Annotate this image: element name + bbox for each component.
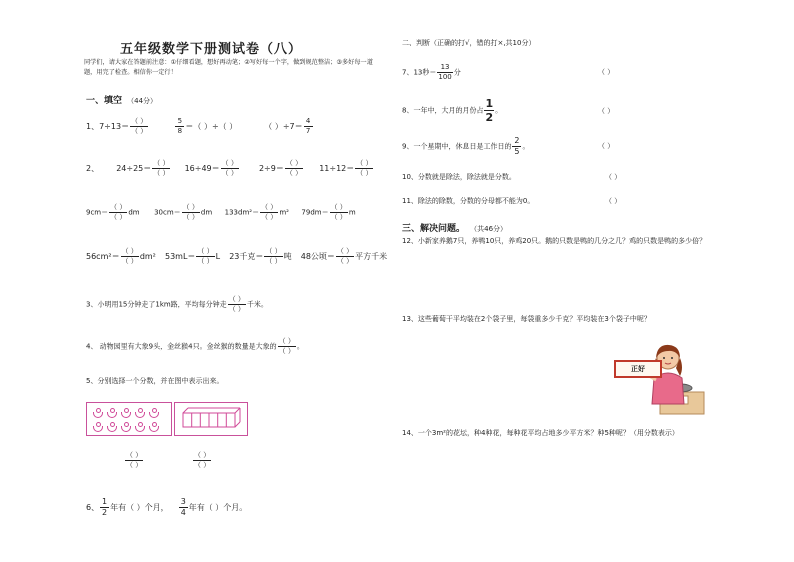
question-3 bbox=[86, 296, 268, 313]
section-true-false: 二、判断（正确的打√，错的打×,共10分） bbox=[402, 39, 536, 47]
conversion-item: 56cm²＝ bbox=[86, 252, 120, 261]
answer-fraction[interactable]: $\frac{( )}{( )}$ bbox=[278, 337, 295, 355]
section-heading: 三、解决问题。 bbox=[402, 224, 466, 234]
bowl-icon bbox=[107, 412, 117, 418]
expr-c[interactable]: （ ）÷7＝ bbox=[264, 122, 303, 131]
judge-8-answer[interactable]: （ ） bbox=[598, 107, 615, 115]
question-2 bbox=[86, 160, 374, 177]
conversion-item: 48公顷＝ bbox=[300, 252, 335, 261]
punctuation: 。 bbox=[495, 106, 503, 115]
judge-7 bbox=[402, 64, 461, 81]
conversion-row-1 bbox=[86, 204, 356, 221]
bowl-icon bbox=[135, 426, 145, 432]
question-1 bbox=[86, 118, 314, 135]
punctuation: 。 bbox=[296, 342, 304, 351]
section-score: （44分） bbox=[127, 97, 158, 105]
question-number: 1、 bbox=[86, 122, 100, 131]
bowl-icon bbox=[107, 426, 117, 432]
question-5: 5、分别选择一个分数，并在图中表示出来。 bbox=[86, 377, 224, 385]
judge-9 bbox=[402, 137, 529, 156]
problem-13: 13、这些葡萄干平均装在2个袋子里，每袋重多少千克？平均装在3个袋子中呢？ bbox=[402, 315, 651, 323]
answer-fraction[interactable]: $\frac{( )}{( )}$ bbox=[330, 203, 347, 221]
answer-fraction[interactable]: $\frac{( )}{( )}$ bbox=[197, 247, 214, 265]
conversion-item: 9cm＝ bbox=[86, 208, 109, 217]
expr-b[interactable]: ＝（ ）÷（ ） bbox=[185, 122, 238, 131]
conversion-item: 53mL＝ bbox=[164, 252, 196, 261]
conversion-item: 30cm＝ bbox=[154, 208, 181, 217]
judge-10-answer[interactable]: （ ） bbox=[605, 173, 622, 181]
sign-board: 正好 bbox=[614, 360, 662, 378]
unit-label: dm bbox=[128, 208, 140, 217]
punctuation: 。 bbox=[522, 142, 530, 151]
bowl-icon bbox=[149, 426, 159, 432]
fraction-one-half: $\frac{1}{2}$ bbox=[485, 97, 494, 124]
question-4 bbox=[86, 338, 304, 355]
answer-fraction[interactable]: $\frac{( )}{( )}$ bbox=[356, 159, 373, 177]
question-text: 9、一个星期中，休息日是工作日的 bbox=[402, 142, 512, 151]
bowls-picture bbox=[86, 402, 172, 436]
expr-item: 24÷25＝ bbox=[116, 164, 152, 173]
section-fill-blank bbox=[86, 88, 157, 107]
unit-label: dm² bbox=[139, 252, 156, 261]
question-text[interactable]: 年有（ ）个月， bbox=[110, 503, 169, 512]
fraction-two-fifths: $\frac{2}{5}$ bbox=[514, 136, 520, 156]
section-score: （共46分） bbox=[470, 225, 508, 233]
picture-fraction-left[interactable]: $\frac{( )}{( )}$ bbox=[126, 451, 143, 469]
unit-label: dm bbox=[200, 208, 213, 217]
bowl-icon bbox=[135, 412, 145, 418]
fraction-one-half: $\frac{1}{2}$ bbox=[102, 497, 108, 517]
fraction-four-sevenths: $\frac{4}{7}$ bbox=[304, 118, 313, 135]
unit-label: m bbox=[348, 208, 356, 217]
answer-fraction[interactable]: $\frac{( )}{( )}$ bbox=[261, 203, 278, 221]
fraction-13-100: $\frac{13}{100}$ bbox=[438, 63, 452, 81]
bowl-icon bbox=[121, 412, 131, 418]
judge-7-answer[interactable]: （ ） bbox=[598, 68, 615, 76]
answer-fraction[interactable]: $\frac{( )}{( )}$ bbox=[131, 117, 148, 135]
expr-item: 11÷12＝ bbox=[319, 164, 355, 173]
answer-fraction[interactable]: $\frac{( )}{( )}$ bbox=[121, 247, 138, 265]
unit-label: 千米。 bbox=[246, 300, 268, 309]
question-text: 4、 动物园里有大象9头，金丝猴4只。金丝猴的数量是大象的 bbox=[86, 342, 277, 351]
answer-fraction[interactable]: $\frac{( )}{( )}$ bbox=[182, 203, 199, 221]
answer-fraction[interactable]: $\frac{( )}{( )}$ bbox=[336, 247, 354, 265]
expr-a: 7÷13＝ bbox=[99, 122, 130, 131]
girl-illustration bbox=[612, 342, 708, 420]
answer-fraction[interactable]: $\frac{( )}{( )}$ bbox=[265, 247, 282, 265]
problem-14: 14、一个3m²的花坛，种4种花，每种花平均占地多少平方米？种5种呢？（用分数表示） bbox=[402, 429, 679, 437]
expr-item: 2÷9＝ bbox=[258, 164, 284, 173]
bowl-icon bbox=[93, 412, 103, 418]
question-text: 7、13秒＝ bbox=[402, 68, 437, 77]
conversion-item: 133dm²＝ bbox=[224, 208, 260, 217]
conversion-item: 79dm＝ bbox=[301, 208, 329, 217]
judge-8 bbox=[402, 98, 502, 123]
bowl-icon bbox=[149, 412, 159, 418]
picture-fraction-right[interactable]: $\frac{( )}{( )}$ bbox=[194, 451, 211, 469]
exam-notice: 同学们，请大家在答题前注意：①仔细看题，想好再动笔；②写好每一个字，做到规范整洁；③多好每一道题，用完了检查。相信你一定行！ bbox=[84, 59, 373, 76]
conversion-item: 23千克＝ bbox=[229, 252, 264, 261]
grid-picture[interactable] bbox=[174, 402, 248, 436]
bowl-icon bbox=[93, 426, 103, 432]
expr-item: 16÷49＝ bbox=[184, 164, 220, 173]
section-solve bbox=[402, 216, 507, 235]
conversion-row-2 bbox=[86, 248, 387, 265]
unit-label: 吨 bbox=[283, 252, 292, 261]
answer-fraction[interactable]: $\frac{( )}{( )}$ bbox=[221, 159, 238, 177]
fraction-five-eighths: $\frac{5}{8}$ bbox=[175, 118, 184, 135]
fraction-three-quarters: $\frac{3}{4}$ bbox=[180, 497, 186, 517]
judge-10: 10、分数就是除法，除法就是分数。 bbox=[402, 173, 516, 181]
unit-label: m² bbox=[279, 208, 289, 217]
unit-label: 分 bbox=[453, 68, 461, 77]
answer-fraction[interactable]: $\frac{( )}{( )}$ bbox=[285, 159, 303, 177]
unit-label: L bbox=[215, 252, 221, 261]
question-number: 6、 bbox=[86, 503, 100, 512]
question-6 bbox=[86, 498, 247, 517]
judge-9-answer[interactable]: （ ） bbox=[598, 142, 615, 150]
section-heading: 一、填空 bbox=[86, 96, 123, 106]
grid-drawing bbox=[175, 403, 247, 435]
answer-fraction[interactable]: $\frac{( )}{( )}$ bbox=[153, 159, 170, 177]
bowl-icon bbox=[121, 426, 131, 432]
question-number: 2、 bbox=[86, 164, 100, 173]
unit-label: 平方千米 bbox=[355, 252, 388, 261]
judge-11-answer[interactable]: （ ） bbox=[605, 197, 622, 205]
problem-12: 12、小新家养鹅7只，养鸭10只，养鸡20只。鹅的只数是鸭的几分之几？鸡的只数是鸭的多少倍？ bbox=[402, 237, 707, 245]
judge-11: 11、除法的除数，分数的分母都不能为0。 bbox=[402, 197, 535, 205]
answer-fraction[interactable]: $\frac{( )}{( )}$ bbox=[110, 203, 127, 221]
question-text: 8、一年中，大月的月份占 bbox=[402, 106, 484, 115]
question-text: 3、小明用15分钟走了1km路，平均每分钟走 bbox=[86, 300, 227, 309]
page-title: 五年级数学下册测试卷（八） bbox=[120, 42, 303, 57]
question-text[interactable]: 年有（ ）个月。 bbox=[188, 503, 248, 512]
answer-fraction[interactable]: $\frac{( )}{( )}$ bbox=[228, 295, 245, 313]
girl-with-scale-icon bbox=[612, 342, 708, 420]
